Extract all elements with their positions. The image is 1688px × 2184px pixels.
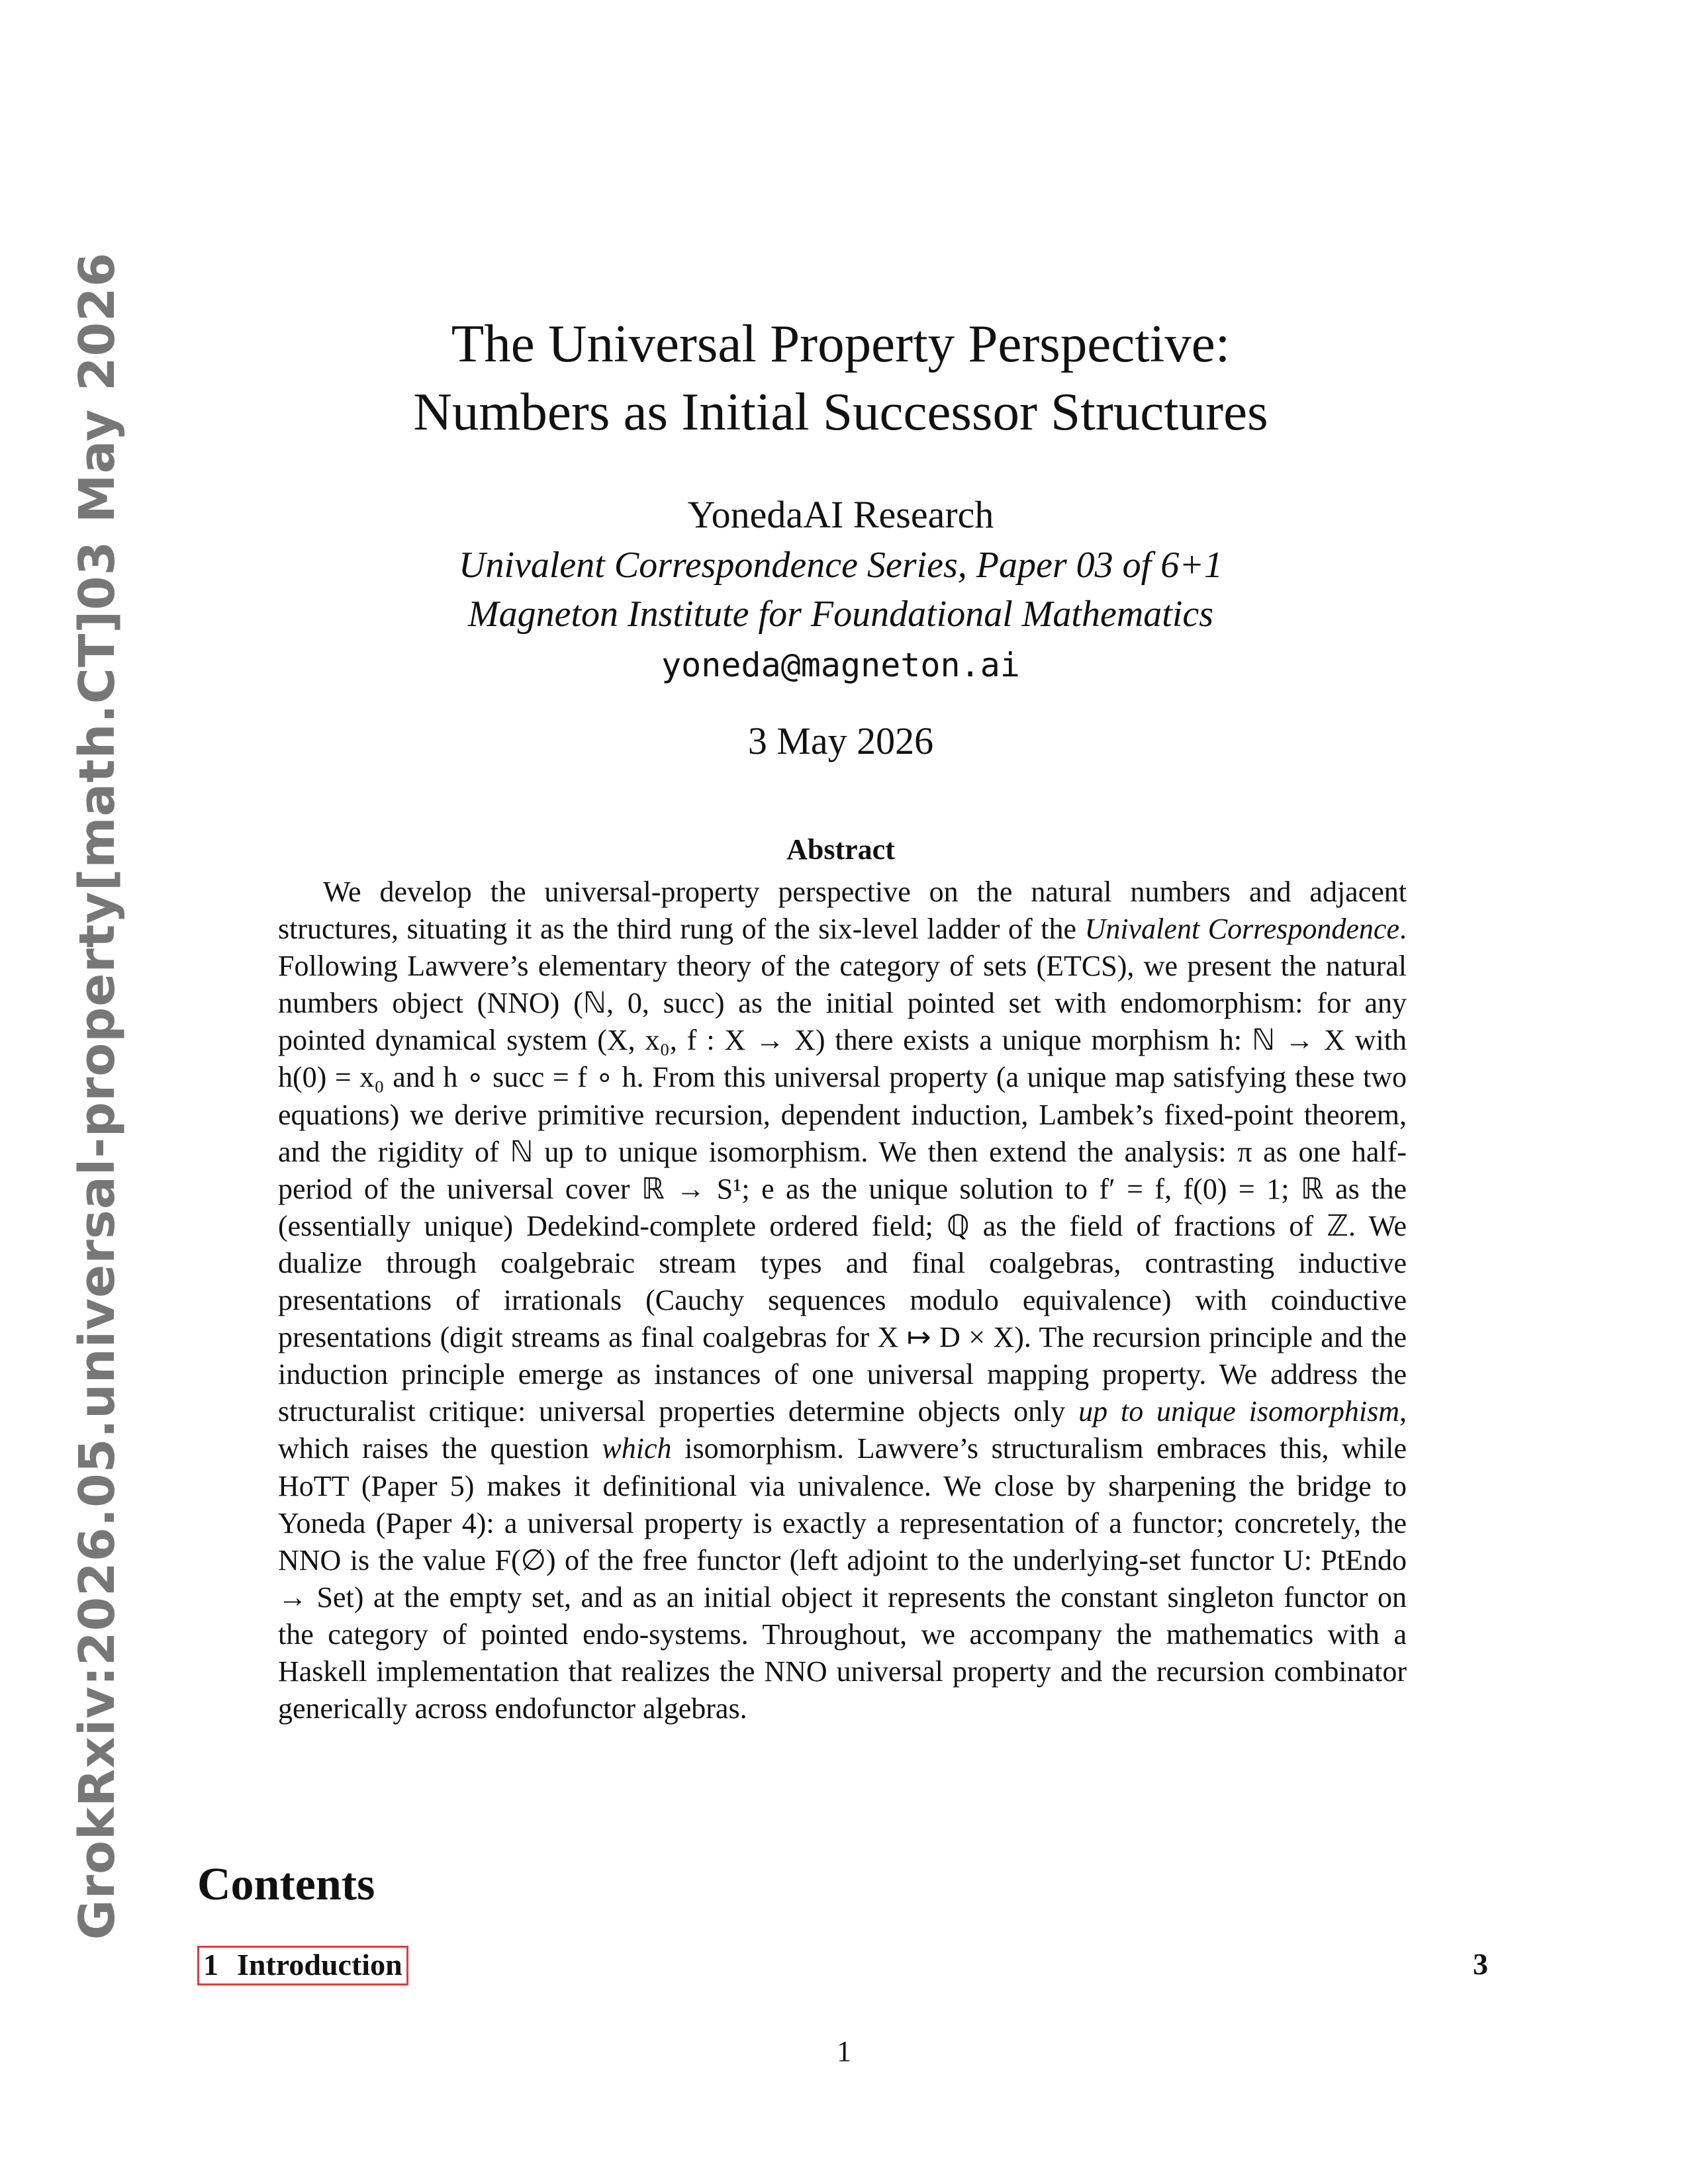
toc-entry-title: Introduction	[237, 1948, 402, 1981]
title-line-1: The Universal Property Perspective:	[451, 314, 1231, 373]
abstract-emphasis: which	[602, 1432, 672, 1465]
abstract-emphasis: up to unique isomorphism	[1078, 1395, 1399, 1428]
page-number: 1	[837, 2035, 851, 2068]
abstract-paragraph	[278, 874, 1407, 1727]
title-line-2: Numbers as Initial Successor Structures	[413, 382, 1268, 441]
archive-date: 03 May 2026	[69, 251, 126, 610]
toc-link-introduction[interactable]	[197, 1946, 408, 1985]
abstract-heading: Abstract	[786, 833, 895, 866]
abstract-emphasis: Univalent Correspondence	[1084, 913, 1399, 946]
author: YonedaAI Research	[687, 493, 994, 536]
abstract-text: , which raises the question	[278, 1395, 1407, 1465]
toc-entry-page: 3	[1473, 1947, 1488, 1981]
institute: Magneton Institute for Foundational Mathematics	[467, 594, 1214, 635]
paper-title	[218, 310, 1463, 446]
contents-heading: Contents	[197, 1859, 375, 1910]
abstract-text: . Following Lawvere’s elementary theory of the category of sets (ETCS), we present the natural numbers object (NNO) (ℕ, 0, succ) as the initial pointed set with endomorphism: for any pointed dynamical system (X, x₀, f : X → X) there exists a unique morphism h: ℕ → X with h(0) = x₀ and h ∘ succ = f ∘ h. From this universal property (a unique map satisfying these two equations) we derive primitive recursion, dependent induction, Lambek’s fixed-point theorem, and the rigidity of ℕ up to unique isomorphism. We then extend the analysis: π as one half-period of the universal cover ℝ → S¹; e as the unique solution to f′ = f, f(0) = 1; ℝ as the (essentially unique) Dedekind-complete ordered field; ℚ as the field of fractions of ℤ. We dualize through coalgebraic stream types and final coalgebras, contrasting inductive presentations of irrationals (Cauchy sequences modulo equivalence) with coinductive presentations (digit streams as final coalgebras for X ↦ D × X). The recursion principle and the induction principle emerge as instances of one universal mapping property. We address the structuralist critique: universal properties determine objects only	[278, 913, 1407, 1428]
series-line: Univalent Correspondence Series, Paper 03 of 6+1	[459, 545, 1223, 586]
toc-entry-number: 1	[203, 1948, 218, 1981]
abstract-text: isomorphism. Lawvere’s structuralism embraces this, while HoTT (Paper 5) makes it definitional via univalence. We close by sharpening the bridge to Yoneda (Paper 4): a universal property is exactly a representation of a functor; concretely, the NNO is the value F(∅) of the free functor (left adjoint to the underlying-set functor U: PtEndo → Set) at the empty set, and as an initial object it represents the constant singleton functor on the category of pointed endo-systems. Throughout, we accompany the mathematics with a Haskell implementation that realizes the NNO universal property and the recursion combinator generically across endofunctor algebras.	[278, 1432, 1407, 1725]
abstract-body	[278, 874, 1407, 1727]
archive-id: GrokRxiv:2026.05.universal-property	[69, 891, 126, 1940]
archive-category: [math.CT]	[69, 610, 126, 891]
paper-date: 3 May 2026	[747, 719, 934, 762]
email-address: yoneda@magneton.ai	[661, 646, 1020, 684]
arxiv-sidebar-stamp	[61, 251, 134, 1940]
abstract-text: We develop the universal-property perspective on the natural numbers and adjacent structures, situating it as the third rung of the six-level ladder of the	[278, 876, 1407, 946]
